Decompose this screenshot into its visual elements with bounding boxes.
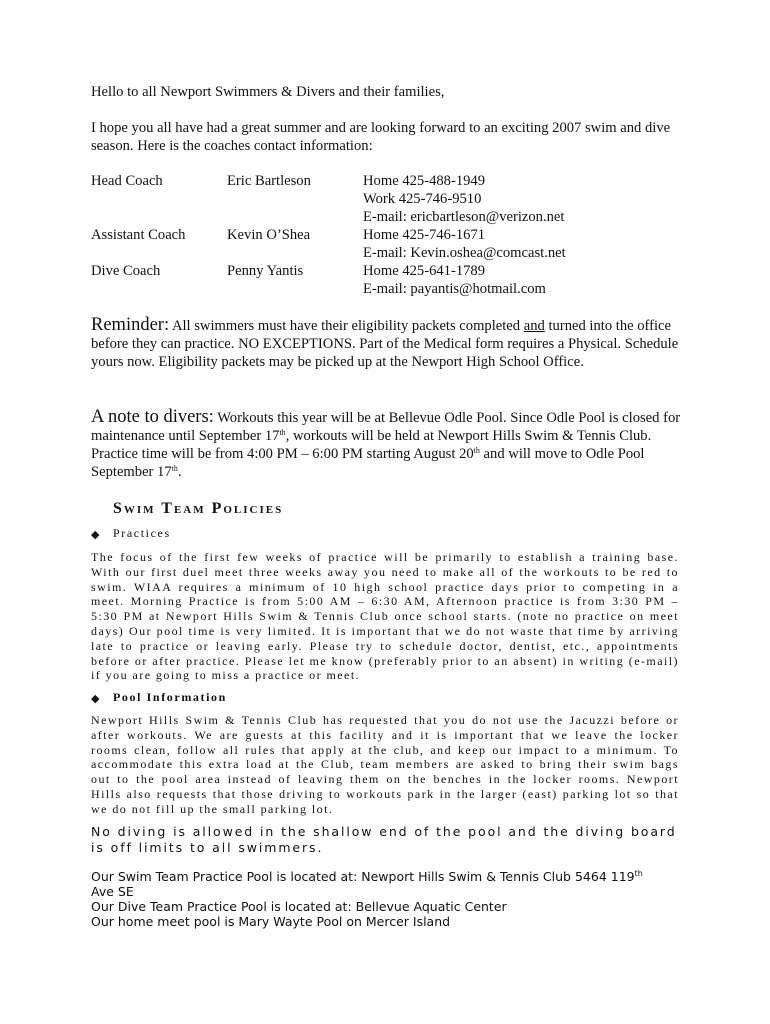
coach-role: Assistant Coach xyxy=(91,227,186,243)
divers-note-text: Workouts this year will be at Bellevue Odle Pool. Since Odle Pool is closed for maintenance until September 17 xyxy=(91,410,681,444)
practice-pool-text: Our Swim Team Practice Pool is located at: Newport Hills Swim & Tennis Club 5464 119 xyxy=(91,869,635,884)
divers-note-label: A note to divers: xyxy=(91,407,214,427)
coach-contact: Home 425-641-1789 xyxy=(363,263,486,279)
reminder-text-rest: turned into the office before they can practice. NO EXCEPTIONS. Part of the Medical form requires a Physical. Schedule yours now. Eligibility packets may be picked up at the Newport High School Office. xyxy=(91,318,679,370)
coach-email: E-mail: Kevin.oshea@comcast.net xyxy=(363,245,566,261)
meet-pool-location: Our home meet pool is Mary Wayte Pool on Mercer Island xyxy=(91,914,451,929)
coach-email: E-mail: payantis@hotmail.com xyxy=(363,281,546,297)
coach-contact: Home 425-488-1949 xyxy=(363,173,486,189)
superscript: th xyxy=(171,464,178,473)
practices-label: Practices xyxy=(113,526,171,540)
superscript: th xyxy=(634,869,643,878)
coach-email: E-mail: ericbartleson@verizon.net xyxy=(363,209,565,225)
coach-name: Eric Bartleson xyxy=(227,173,311,189)
diamond-bullet-icon: ◆ xyxy=(91,529,100,541)
coach-contact: Home 425-746-1671 xyxy=(363,227,486,243)
policies-heading: Swim Team Policies xyxy=(113,500,284,517)
superscript: th xyxy=(279,428,286,437)
reminder-paragraph xyxy=(91,316,683,371)
reminder-text: All swimmers must have their eligibility packets completed xyxy=(171,318,521,334)
divers-note-paragraph xyxy=(91,408,683,481)
pool-info-label: Pool Information xyxy=(113,690,227,704)
reminder-label: Reminder: xyxy=(91,315,170,335)
practice-pool-location xyxy=(91,869,691,899)
coach-name: Kevin O’Shea xyxy=(227,227,311,243)
divers-note-text: and will move to Odle Pool September 17 xyxy=(91,446,645,480)
divers-note-text: , workouts will be held at Newport Hills Swim & Tennis Club. Practice time will be from 4:00 PM – 6:00 PM starting August 20 xyxy=(91,428,652,462)
coach-name: Penny Yantis xyxy=(227,263,304,279)
greeting: Hello to all Newport Swimmers & Divers and their families, xyxy=(91,84,445,100)
coach-role: Dive Coach xyxy=(91,263,161,279)
practice-pool-street: Ave SE xyxy=(91,884,134,899)
reminder-underlined: and xyxy=(523,318,545,334)
diamond-bullet-icon: ◆ xyxy=(91,693,100,705)
coach-contact: Work 425-746-9510 xyxy=(363,191,482,207)
divers-note-text: . xyxy=(177,464,182,480)
superscript: th xyxy=(473,446,480,455)
pool-info-paragraph: Newport Hills Swim & Tennis Club has requested that you do not use the Jacuzzi before or after workouts. We are guests at this facility and it is important that we leave the locker rooms clean, follow all rules that apply at the club, and keep our impact to a minimum. To accommodate this extra load at the Club, team members are asked to bring their swim bags out to the pool area instead of leaving them on the benches in the locker rooms. Newport Hills also requests that those driving to workouts park in the larger (east) parking lot so that we do not fill up the small parking lot. xyxy=(91,713,679,816)
dive-pool-location: Our Dive Team Practice Pool is located at: Bellevue Aquatic Center xyxy=(91,899,507,914)
practices-paragraph: The focus of the first few weeks of practice will be primarily to establish a training base. With our first duel meet three weeks away you need to make all of the workouts to be red to swim. WIAA requires a minimum of 10 high school practice days prior to competing in a meet. Morning Practice is from 5:00 AM – 6:30 AM, Afternoon practice is from 3:30 PM – 5:30 PM at Newport Hills Swim & Tennis Club once school starts. (note no practice on meet days) Our pool time is very limited. It is important that we do not waste that time by arriving late to practice or leaving early. Please try to schedule doctor, dentist, etc., appointments before or after practice. Please let me know (preferably prior to an absent) in writing (e-mail) if you are going to miss a practice or meet. xyxy=(91,550,679,683)
diving-rule: No diving is allowed in the shallow end of the pool and the diving board is off limits to all swimmers. xyxy=(91,824,677,855)
intro-paragraph: I hope you all have had a great summer and are looking forward to an exciting 2007 swim and dive season. Here is the coaches contact information: xyxy=(91,120,671,154)
coach-role: Head Coach xyxy=(91,173,163,189)
